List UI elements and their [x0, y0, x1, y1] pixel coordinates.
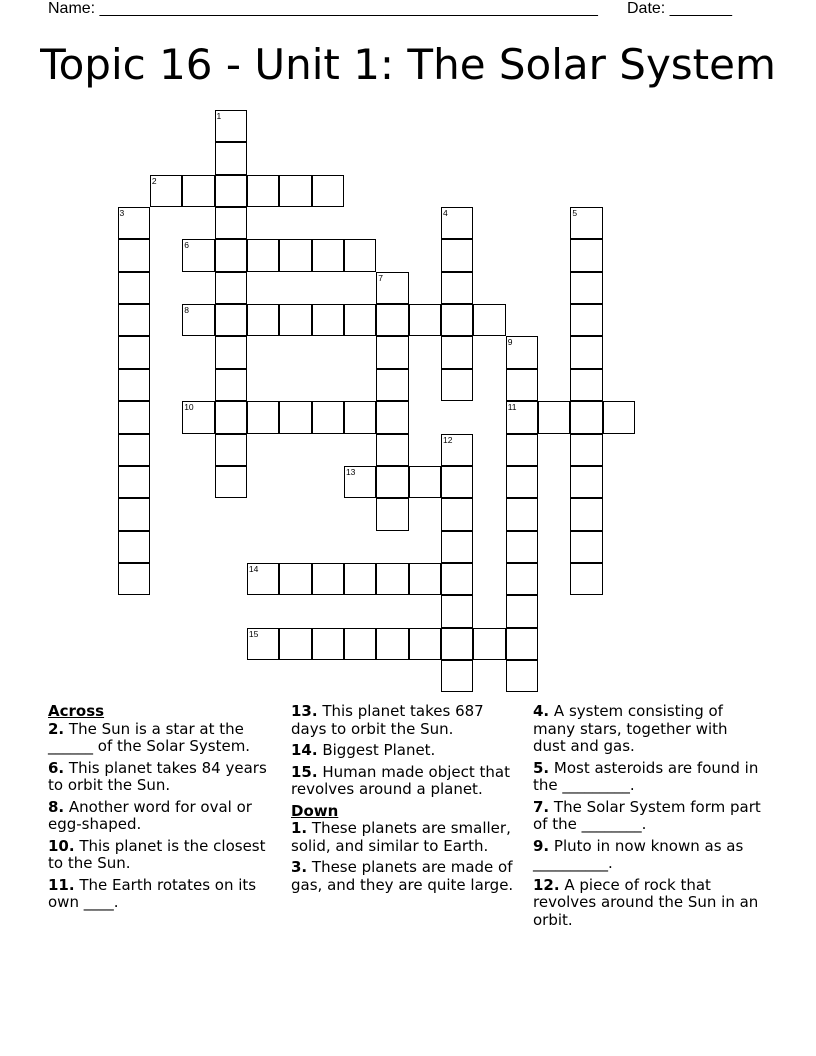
- grid-cell[interactable]: [570, 563, 602, 595]
- clue-number-label: 9.: [533, 836, 550, 855]
- clue-text: Pluto in now known as as __________.: [533, 836, 744, 872]
- grid-cell[interactable]: [376, 466, 408, 498]
- grid-cell[interactable]: [409, 628, 441, 660]
- clue-number: 8: [184, 305, 189, 316]
- clue-number-label: 3.: [291, 858, 308, 876]
- clue-item: [291, 764, 523, 799]
- clue-number: 14: [248, 563, 259, 574]
- grid-cell[interactable]: [215, 207, 247, 239]
- grid-cell[interactable]: [279, 175, 311, 207]
- grid-cell[interactable]: [344, 628, 376, 660]
- clue-number: 1: [216, 111, 222, 121]
- grid-cell[interactable]: [441, 660, 473, 692]
- grid-cell[interactable]: [215, 142, 247, 174]
- clue-number: 10: [184, 402, 194, 413]
- grid-cell[interactable]: [570, 207, 602, 239]
- clue-number-label: 10.: [48, 836, 75, 855]
- clue-number-label: 12.: [533, 875, 560, 894]
- grid-cell[interactable]: [279, 563, 311, 595]
- clue-number: 7: [378, 272, 384, 283]
- grid-cell[interactable]: [441, 595, 473, 627]
- grid-cell[interactable]: [312, 239, 344, 271]
- grid-cell[interactable]: [215, 175, 247, 207]
- grid-cell[interactable]: [506, 660, 538, 692]
- grid-cell[interactable]: [376, 304, 408, 336]
- clue-number-label: 1.: [291, 819, 308, 837]
- date-field[interactable]: Date: _______: [627, 0, 732, 17]
- grid-cell[interactable]: [570, 434, 602, 466]
- grid-cell[interactable]: [118, 369, 150, 401]
- clues-column-3: [533, 703, 765, 933]
- grid-cell[interactable]: [441, 466, 473, 498]
- grid-cell[interactable]: [118, 531, 150, 563]
- clue-item: [48, 838, 280, 873]
- grid-cell[interactable]: [441, 304, 473, 336]
- grid-cell[interactable]: [441, 498, 473, 530]
- grid-cell[interactable]: [312, 401, 344, 433]
- clue-number-label: 8.: [48, 797, 65, 816]
- clue-number-label: 14.: [291, 741, 318, 759]
- grid-cell[interactable]: [570, 401, 602, 433]
- across-heading: Across: [48, 702, 105, 720]
- grid-cell[interactable]: [506, 595, 538, 627]
- grid-cell[interactable]: [344, 239, 376, 271]
- grid-cell[interactable]: [538, 401, 570, 433]
- grid-cell[interactable]: [570, 304, 602, 336]
- page-title: Topic 16 - Unit 1: The Solar System: [40, 40, 776, 89]
- clue-number: 6: [184, 240, 189, 251]
- clue-item: [533, 799, 765, 834]
- clue-item: [48, 877, 280, 912]
- clue-item: [291, 742, 523, 760]
- clue-text: A piece of rock that revolves around the Sun in an orbit.: [533, 875, 759, 929]
- clue-item: [533, 877, 765, 930]
- grid-cell[interactable]: [215, 239, 247, 271]
- grid-cell[interactable]: [344, 304, 376, 336]
- grid-cell[interactable]: [506, 563, 538, 595]
- grid-cell[interactable]: [409, 563, 441, 595]
- clue-text: These planets are smaller, solid, and similar to Earth.: [291, 819, 511, 855]
- grid-cell[interactable]: [473, 304, 505, 336]
- grid-cell[interactable]: [118, 563, 150, 595]
- clue-number: 9: [507, 337, 513, 348]
- grid-cell[interactable]: [376, 498, 408, 530]
- clue-text: The Sun is a star at the ______ of the Solar System.: [48, 719, 251, 755]
- grid-cell[interactable]: [473, 628, 505, 660]
- grid-cell[interactable]: [182, 304, 214, 336]
- grid-cell[interactable]: [215, 369, 247, 401]
- clue-item: [48, 760, 280, 795]
- clue-text: Another word for oval or egg-shaped.: [48, 797, 252, 833]
- grid-cell[interactable]: [376, 336, 408, 368]
- clue-text: This planet is the closest to the Sun.: [48, 836, 266, 872]
- grid-cell[interactable]: [570, 369, 602, 401]
- grid-cell[interactable]: [279, 239, 311, 271]
- grid-cell[interactable]: [570, 272, 602, 304]
- clue-number: 11: [507, 402, 517, 413]
- grid-cell[interactable]: [570, 531, 602, 563]
- clue-number-label: 5.: [533, 758, 550, 777]
- clue-number-label: 6.: [48, 758, 65, 777]
- clues-column-2: [291, 703, 523, 898]
- clue-number: 13: [345, 466, 356, 477]
- grid-cell[interactable]: [118, 401, 150, 433]
- grid-cell[interactable]: [118, 272, 150, 304]
- down-heading: Down: [291, 801, 339, 820]
- clue-item: [533, 838, 765, 873]
- clue-text: This planet takes 687 days to orbit the Sun.: [291, 702, 484, 738]
- grid-cell[interactable]: [570, 498, 602, 530]
- grid-cell[interactable]: [441, 531, 473, 563]
- grid-cell[interactable]: [182, 239, 214, 271]
- grid-cell[interactable]: [118, 336, 150, 368]
- name-field[interactable]: Name: ________________________________________________________: [48, 0, 598, 17]
- grid-cell[interactable]: [118, 498, 150, 530]
- grid-cell[interactable]: [312, 628, 344, 660]
- grid-cell[interactable]: [603, 401, 635, 433]
- grid-cell[interactable]: [215, 401, 247, 433]
- grid-cell[interactable]: [247, 239, 279, 271]
- grid-cell[interactable]: [506, 466, 538, 498]
- grid-cell[interactable]: [247, 175, 279, 207]
- grid-cell[interactable]: [279, 304, 311, 336]
- grid-cell[interactable]: [570, 336, 602, 368]
- clue-number-label: 7.: [533, 797, 550, 816]
- grid-cell[interactable]: [441, 628, 473, 660]
- grid-cell[interactable]: [441, 563, 473, 595]
- grid-cell[interactable]: [376, 272, 408, 304]
- grid-cell[interactable]: [441, 207, 473, 239]
- clue-number-label: 2.: [48, 719, 65, 738]
- clue-number-label: 4.: [533, 702, 550, 720]
- clue-number: 5: [572, 208, 578, 219]
- clue-text: The Solar System form part of the ________.: [533, 797, 761, 833]
- grid-cell[interactable]: [570, 466, 602, 498]
- grid-cell[interactable]: [118, 434, 150, 466]
- clue-item: [48, 799, 280, 834]
- clue-item: [291, 820, 523, 855]
- grid-cell[interactable]: [409, 466, 441, 498]
- grid-cell[interactable]: [215, 304, 247, 336]
- grid-cell[interactable]: [506, 531, 538, 563]
- grid-cell[interactable]: [441, 336, 473, 368]
- grid-cell[interactable]: [570, 239, 602, 271]
- clue-number-label: 15.: [291, 762, 318, 781]
- grid-cell[interactable]: [506, 498, 538, 530]
- grid-cell[interactable]: [247, 401, 279, 433]
- clue-text: Human made object that revolves around a planet.: [291, 762, 510, 798]
- grid-cell[interactable]: [279, 401, 311, 433]
- grid-cell[interactable]: [376, 628, 408, 660]
- grid-cell[interactable]: [247, 628, 279, 660]
- grid-cell[interactable]: [376, 563, 408, 595]
- grid-cell[interactable]: [344, 466, 376, 498]
- grid-cell[interactable]: [215, 466, 247, 498]
- grid-cell[interactable]: [215, 434, 247, 466]
- grid-cell[interactable]: [376, 369, 408, 401]
- grid-cell[interactable]: [506, 628, 538, 660]
- grid-cell[interactable]: [215, 336, 247, 368]
- clue-number: 15: [248, 628, 259, 639]
- grid-cell[interactable]: [441, 369, 473, 401]
- grid-cell[interactable]: [182, 175, 214, 207]
- grid-cell[interactable]: [247, 304, 279, 336]
- clue-item: [48, 721, 280, 756]
- clues-column-1: [48, 703, 280, 916]
- grid-cell[interactable]: [376, 434, 408, 466]
- clue-item: [291, 703, 523, 738]
- grid-cell[interactable]: [118, 207, 150, 239]
- grid-cell[interactable]: [118, 239, 150, 271]
- clue-text: Most asteroids are found in the _________.: [533, 758, 759, 794]
- clue-item: [291, 859, 523, 894]
- grid-cell[interactable]: [150, 175, 182, 207]
- grid-cell[interactable]: [344, 563, 376, 595]
- clue-text: A system consisting of many stars, together with dust and gas.: [533, 702, 728, 755]
- grid-cell[interactable]: [312, 304, 344, 336]
- grid-cell[interactable]: [312, 175, 344, 207]
- clue-text: These planets are made of gas, and they are quite large.: [291, 858, 514, 894]
- grid-cell[interactable]: [344, 401, 376, 433]
- grid-cell[interactable]: [441, 272, 473, 304]
- grid-cell[interactable]: [441, 239, 473, 271]
- grid-cell[interactable]: [506, 336, 538, 368]
- grid-cell[interactable]: [215, 110, 247, 142]
- grid-cell[interactable]: [279, 628, 311, 660]
- grid-cell[interactable]: [247, 563, 279, 595]
- clue-number: 4: [443, 208, 448, 219]
- clue-number: 12: [443, 434, 453, 445]
- clue-text: The Earth rotates on its own ____.: [48, 875, 257, 911]
- clue-item: [533, 703, 765, 756]
- grid-cell[interactable]: [506, 369, 538, 401]
- grid-cell[interactable]: [312, 563, 344, 595]
- grid-cell[interactable]: [376, 401, 408, 433]
- clue-number-label: 13.: [291, 702, 318, 720]
- clue-number: 2: [151, 175, 157, 186]
- clue-number-label: 11.: [48, 875, 75, 894]
- clue-item: [533, 760, 765, 795]
- grid-cell[interactable]: [409, 304, 441, 336]
- grid-cell[interactable]: [182, 401, 214, 433]
- grid-cell[interactable]: [441, 434, 473, 466]
- grid-cell[interactable]: [118, 466, 150, 498]
- clue-text: This planet takes 84 years to orbit the Sun.: [48, 758, 267, 794]
- grid-cell[interactable]: [506, 434, 538, 466]
- grid-cell[interactable]: [118, 304, 150, 336]
- grid-cell[interactable]: [215, 272, 247, 304]
- clue-text: Biggest Planet.: [317, 741, 436, 759]
- grid-cell[interactable]: [506, 401, 538, 433]
- clue-number: 3: [119, 208, 125, 219]
